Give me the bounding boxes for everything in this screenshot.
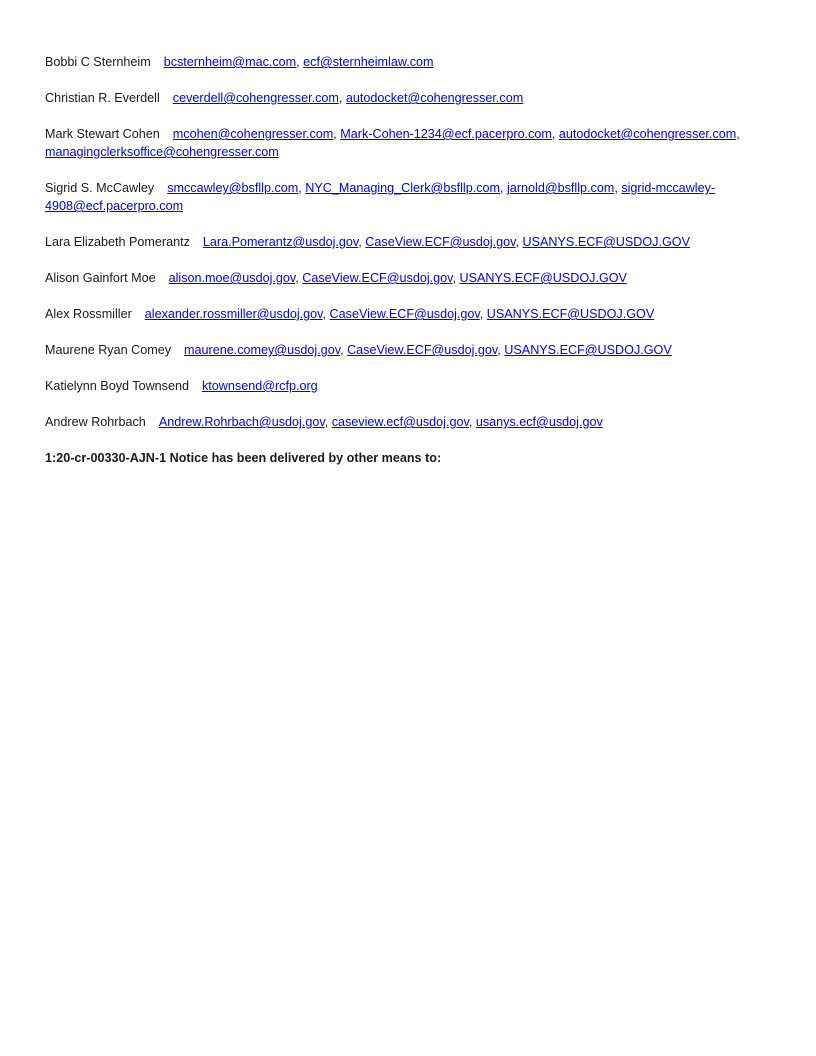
email-link[interactable]: alison.moe@usdoj.gov [168,271,296,285]
email-link[interactable]: sigrid-mccawley-4908@ecf.pacerpro.com [45,181,716,213]
recipient-entry [45,233,760,251]
recipient-entry [45,413,760,431]
email-link[interactable]: Mark-Cohen-1234@ecf.pacerpro.com [340,127,552,141]
email-link[interactable]: USANYS.ECF@USDOJ.GOV [522,235,690,249]
email-link[interactable]: CaseView.ECF@usdoj.gov [329,307,480,321]
email-link[interactable]: USANYS.ECF@USDOJ.GOV [504,343,672,357]
email-separator: , [614,181,622,195]
email-link[interactable]: managingclerksoffice@cohengresser.com [45,145,279,159]
recipient-entry [45,269,760,287]
email-separator: , [358,235,366,249]
email-link[interactable]: USANYS.ECF@USDOJ.GOV [486,307,655,321]
email-link[interactable]: ecf@sternheimlaw.com [303,55,434,69]
other-means-notice: 1:20-cr-00330-AJN-1 Notice has been delivered by other means to: [45,451,442,465]
email-link[interactable]: autodocket@cohengresser.com [558,127,737,141]
email-link[interactable]: usanys.ecf@usdoj.gov [475,415,603,429]
email-link[interactable]: autodocket@cohengresser.com [345,91,524,105]
recipient-entry [45,89,760,107]
email-link[interactable]: Lara.Pomerantz@usdoj.gov [202,235,359,249]
recipient-name: Sigrid S. McCawley [45,181,155,195]
recipient-name: Alex Rossmiller [45,307,132,321]
recipient-entry [45,53,760,71]
email-link[interactable]: maurene.comey@usdoj.gov [184,343,341,357]
email-link[interactable]: bcsternheim@mac.com [163,55,297,69]
email-link[interactable]: CaseView.ECF@usdoj.gov [365,235,516,249]
email-separator: , [324,415,332,429]
recipient-entry [45,305,760,323]
email-separator: , [296,55,304,69]
email-link[interactable]: CaseView.ECF@usdoj.gov [302,271,453,285]
recipient-name: Katielynn Boyd Townsend [45,379,189,393]
email-separator: , [736,127,740,141]
email-separator: , [340,343,348,357]
email-separator: , [338,91,346,105]
email-link[interactable]: CaseView.ECF@usdoj.gov [347,343,498,357]
email-separator: , [500,181,508,195]
email-separator: , [479,307,487,321]
email-link[interactable]: mcohen@cohengresser.com [172,127,334,141]
email-link[interactable]: caseview.ecf@usdoj.gov [331,415,469,429]
email-separator: , [497,343,505,357]
email-link[interactable]: NYC_Managing_Clerk@bsfllp.com [305,181,501,195]
recipient-entry [45,341,760,359]
recipient-name: Andrew Rohrbach [45,415,146,429]
recipient-entry [45,179,760,215]
recipient-entry [45,377,760,395]
email-separator: , [333,127,341,141]
recipient-name: Alison Gainfort Moe [45,271,156,285]
email-separator: , [468,415,476,429]
recipient-entry [45,125,760,161]
email-separator: , [452,271,460,285]
email-link[interactable]: Andrew.Rohrbach@usdoj.gov [158,415,325,429]
email-link[interactable]: ktownsend@rcfp.org [202,379,318,393]
email-separator: , [551,127,559,141]
notice-document [45,53,760,467]
email-separator: , [322,307,330,321]
email-separator: , [298,181,306,195]
recipient-name: Lara Elizabeth Pomerantz [45,235,190,249]
email-separator: , [295,271,303,285]
email-link[interactable]: USANYS.ECF@USDOJ.GOV [459,271,627,285]
email-link[interactable]: smccawley@bsfllp.com [167,181,299,195]
email-separator: , [515,235,523,249]
recipient-name: Bobbi C Sternheim [45,55,151,69]
email-link[interactable]: alexander.rossmiller@usdoj.gov [144,307,323,321]
email-link[interactable]: ceverdell@cohengresser.com [172,91,339,105]
recipient-name: Christian R. Everdell [45,91,160,105]
recipient-name: Maurene Ryan Comey [45,343,171,357]
recipient-name: Mark Stewart Cohen [45,127,160,141]
recipient-list [45,53,760,431]
email-link[interactable]: jarnold@bsfllp.com [507,181,615,195]
